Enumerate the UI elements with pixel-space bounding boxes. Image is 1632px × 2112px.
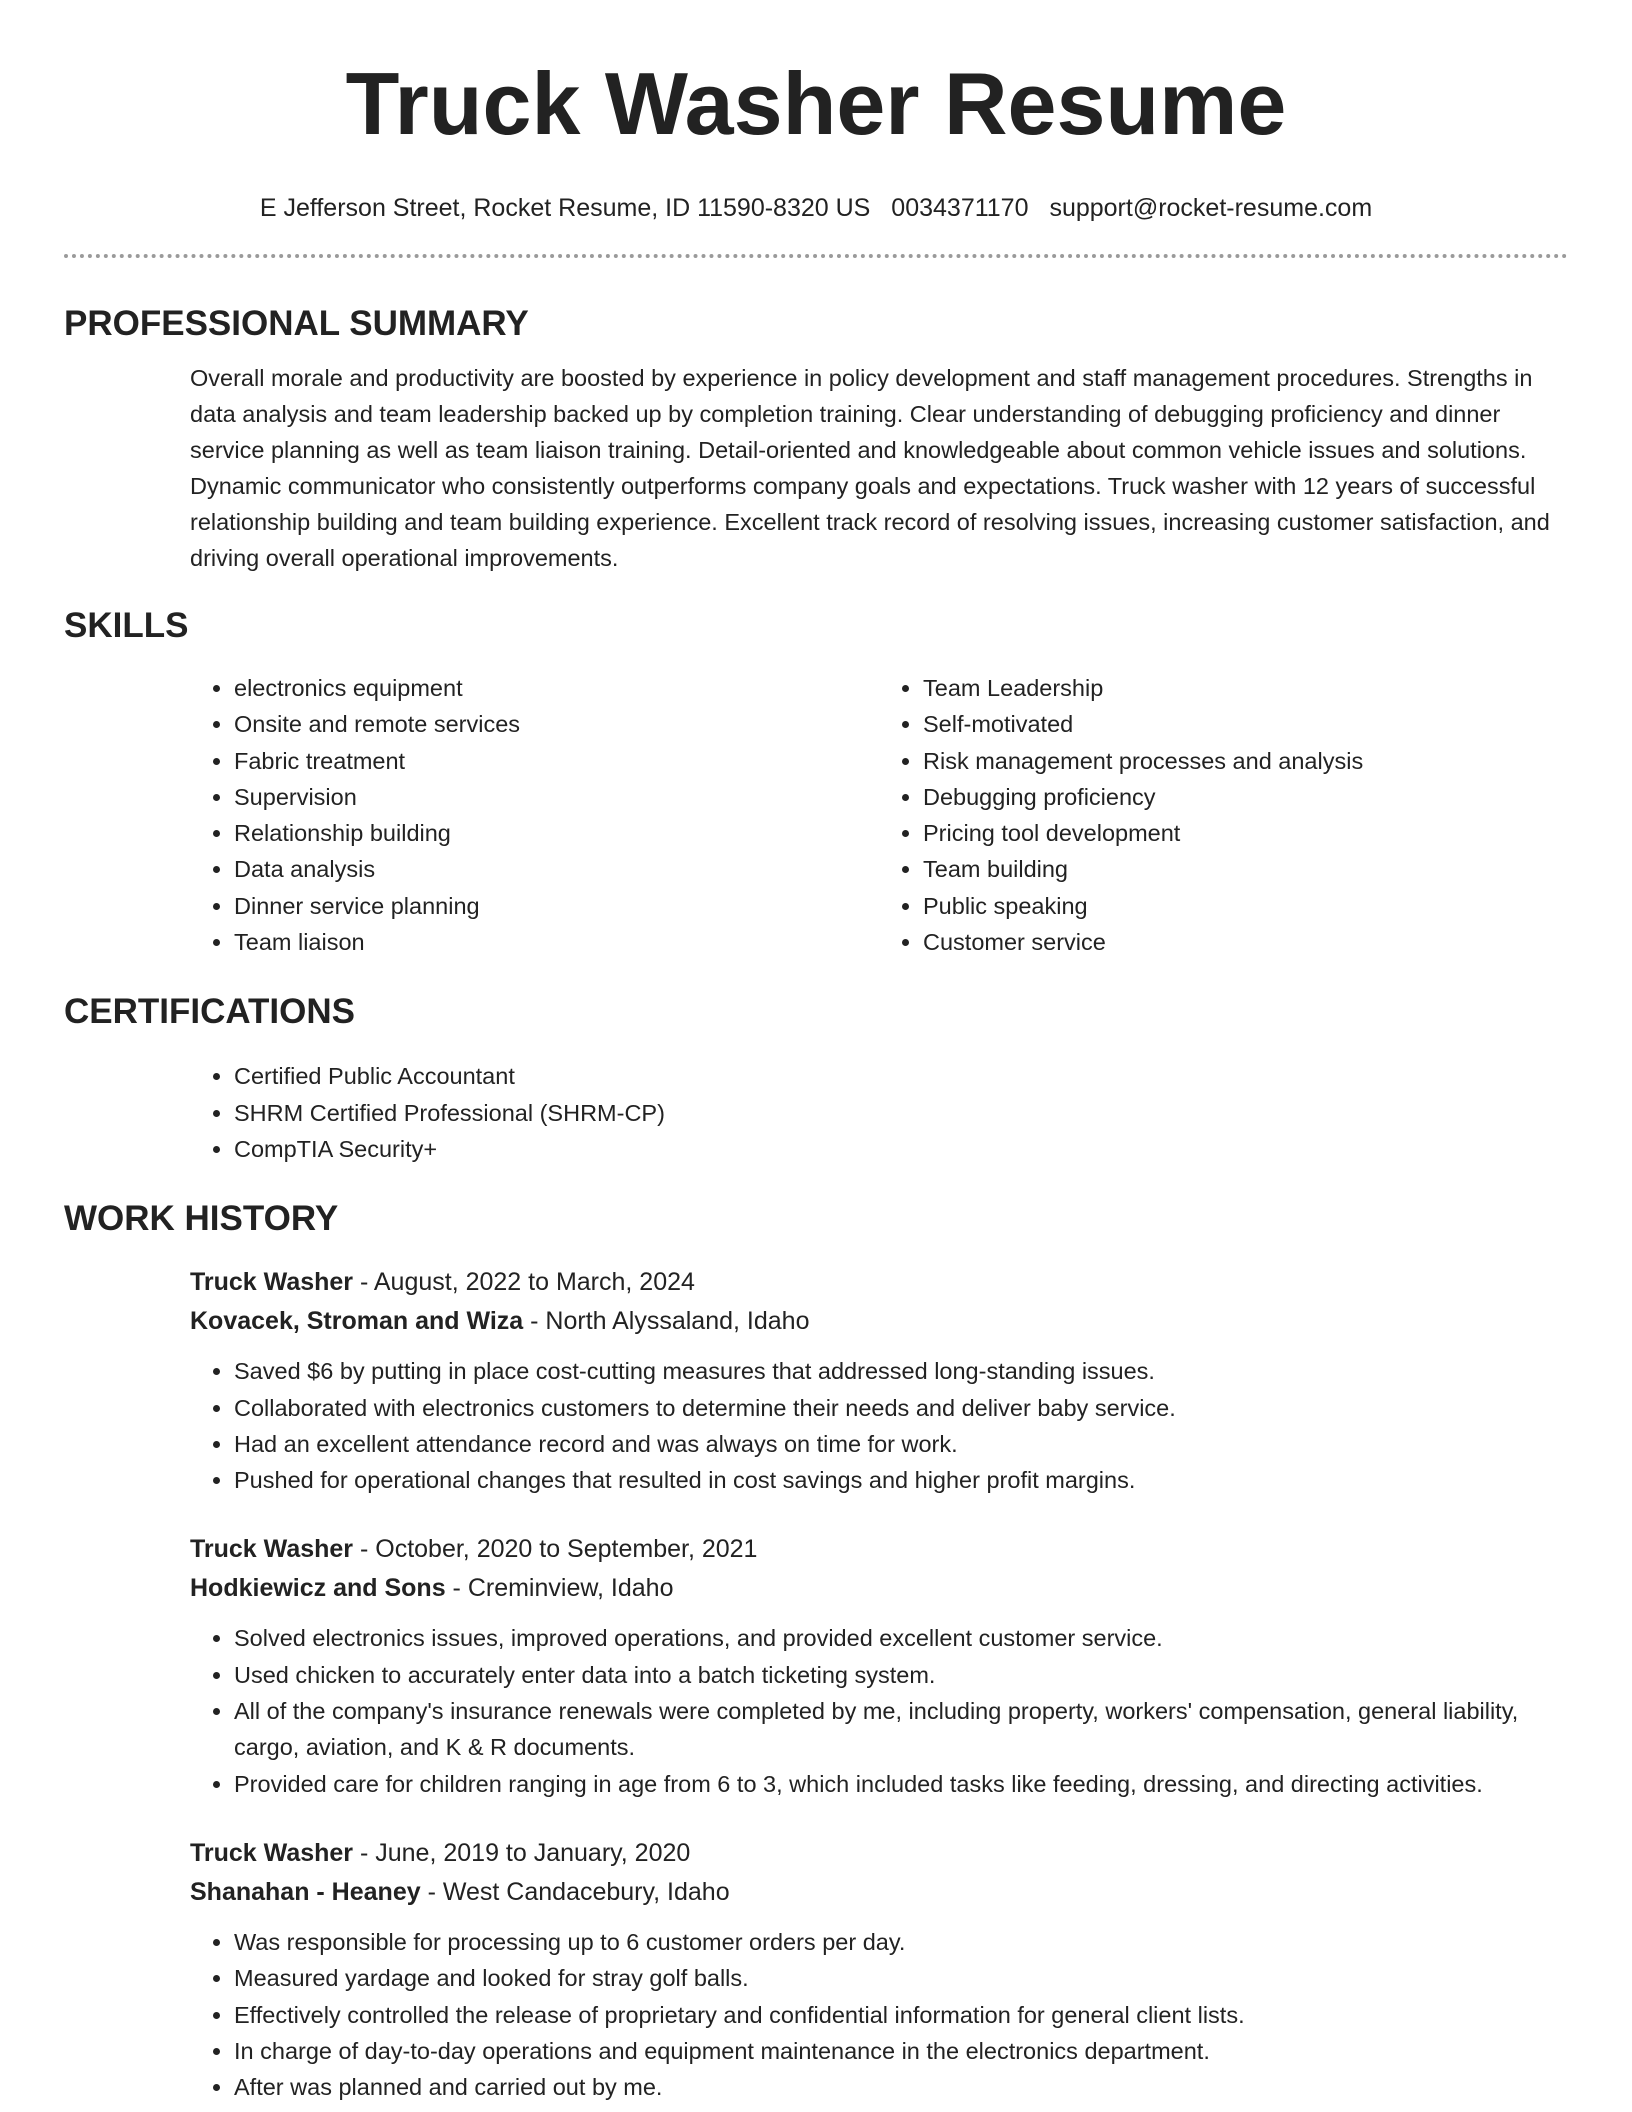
skills-list-right [879,670,1568,960]
job-title: Truck Washer [190,1268,354,1297]
contact-email[interactable]: support@rocket-resume.com [1049,194,1373,222]
resume-title: Truck Washer Resume [345,54,1287,153]
skill-item: • Data analysis [234,851,879,887]
contact-address: E Jefferson Street, Rocket Resume, ID 11590-8320 US [259,194,871,222]
contact-phone: 0034371170 [891,194,1029,222]
skill-item: • Self-motivated [923,706,1568,742]
skills-heading: SKILLS [64,606,189,645]
certification-item: • Certified Public Accountant [234,1058,1568,1094]
skill-item: • Team liaison [234,924,879,960]
job-location: - Creminview, Idaho [445,1574,674,1603]
skill-item: • Risk management processes and analysis [923,743,1568,779]
job-bullet-list [190,1924,1568,2105]
job-title-line [190,1834,1568,1873]
job-company: Shanahan - Heaney [190,1877,421,1906]
skills-list-left [190,670,879,960]
job-bullet: • Solved electronics issues, improved operations, and provided excellent customer service. [234,1620,1568,1656]
job-title-line [190,1263,1568,1302]
skill-item: • Supervision [234,779,879,815]
skill-item: • Customer service [923,924,1568,960]
certification-item: • CompTIA Security+ [234,1131,1568,1167]
job-bullet: • Was responsible for processing up to 6 customer orders per day. [234,1924,1568,1960]
work-history-heading: WORK HISTORY [64,1199,339,1239]
job-dates: - October, 2020 to September, 2021 [353,1535,758,1564]
job-title: Truck Washer [190,1838,354,1867]
job-bullet-list [190,1353,1568,1498]
job-bullet: • Provided care for children ranging in age from 6 to 3, which included tasks like feeding, dressing, and directing activities. [234,1766,1568,1802]
job-company-line [190,1302,1568,1341]
skill-item: • Public speaking [923,888,1568,924]
summary-text: Overall morale and productivity are boosted by experience in policy development and staff management procedures. Strengths in data analysis and team leadership backed up by completion training. Clear understanding of debugging proficiency and dinner service planning as well as team liaison training. Detail-oriented and knowledgeable about common vehicle issues and solutions. Dynamic communicator who consistently outperforms company goals and expectations. Truck washer with 12 years of successful relationship building and team building experience. Excellent track record of resolving issues, increasing customer satisfaction, and driving overall operational improvements. [190,365,1550,571]
job-bullet: • Saved $6 by putting in place cost-cutting measures that addressed long-standing issues. [234,1353,1568,1389]
job-company-line [190,1873,1568,1912]
job-company-line [190,1569,1568,1608]
summary-heading: PROFESSIONAL SUMMARY [64,304,529,343]
job-bullet: • In charge of day-to-day operations and equipment maintenance in the electronics department. [234,2033,1568,2069]
job-entry [190,1263,1568,1498]
contact-line [64,192,1568,224]
header-divider [64,254,1568,258]
job-bullet: • Effectively controlled the release of proprietary and confidential information for general client lists. [234,1997,1568,2033]
job-company: Hodkiewicz and Sons [190,1574,446,1603]
job-bullet-list [190,1620,1568,1801]
job-bullet: • Measured yardage and looked for stray golf balls. [234,1960,1568,1996]
certification-item: • SHRM Certified Professional (SHRM-CP) [234,1095,1568,1131]
resume-page [64,0,1568,2105]
job-bullet: • After was planned and carried out by me. [234,2069,1568,2105]
skill-item: • Onsite and remote services [234,706,879,742]
job-bullet: • Used chicken to accurately enter data into a batch ticketing system. [234,1657,1568,1693]
job-title: Truck Washer [190,1535,354,1564]
job-company: Kovacek, Stroman and Wiza [190,1307,524,1336]
job-bullet: • Pushed for operational changes that resulted in cost savings and higher profit margins. [234,1462,1568,1498]
skill-item: • Team building [923,851,1568,887]
job-bullet: • All of the company's insurance renewals were completed by me, including property, workers' compensation, general liability, cargo, aviation, and K & R documents. [234,1693,1568,1766]
job-dates: - June, 2019 to January, 2020 [353,1838,691,1867]
job-location: - North Alyssaland, Idaho [523,1307,810,1336]
certifications-list [190,1058,1568,1167]
job-dates: - August, 2022 to March, 2024 [353,1268,695,1297]
skill-item: • electronics equipment [234,670,879,706]
skill-item: • Dinner service planning [234,888,879,924]
skills-columns [190,670,1568,960]
skill-item: • Relationship building [234,815,879,851]
skill-item: • Debugging proficiency [923,779,1568,815]
job-bullet: • Had an excellent attendance record and was always on time for work. [234,1426,1568,1462]
skill-item: • Fabric treatment [234,743,879,779]
skill-item: • Team Leadership [923,670,1568,706]
job-entry [190,1530,1568,1801]
job-title-line [190,1530,1568,1569]
job-bullet: • Collaborated with electronics customers to determine their needs and deliver baby service. [234,1390,1568,1426]
job-entry [190,1834,1568,2105]
certifications-heading: CERTIFICATIONS [64,992,356,1032]
job-location: - West Candacebury, Idaho [420,1877,730,1906]
skill-item: • Pricing tool development [923,815,1568,851]
